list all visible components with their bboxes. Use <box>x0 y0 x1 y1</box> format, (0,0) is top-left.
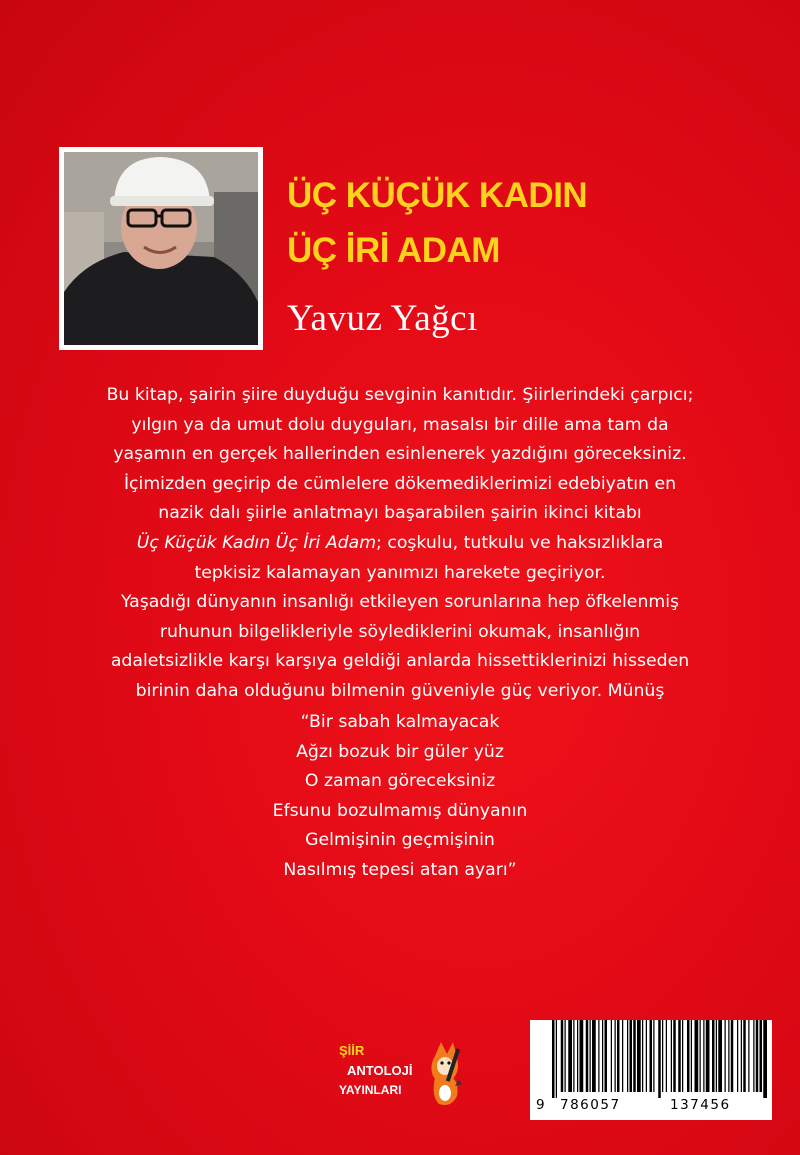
barcode-bar <box>630 1020 633 1092</box>
barcode-digits <box>530 1097 772 1117</box>
barcode-group-2: 137456 <box>670 1097 731 1113</box>
barcode-bar <box>716 1020 717 1092</box>
barcode-bar <box>712 1020 715 1092</box>
blurb-line-rest: ; coşkulu, tutkulu ve haksızlıklara <box>376 532 664 553</box>
barcode-bar <box>573 1020 574 1092</box>
barcode-bar <box>753 1020 754 1092</box>
publisher-logo <box>335 1038 465 1108</box>
barcode-bar <box>763 1020 767 1098</box>
poem-line: Gelmişinin geçmişinin <box>305 830 495 851</box>
barcode-bar <box>605 1020 608 1092</box>
barcode-bar <box>671 1020 672 1092</box>
barcode-bar <box>687 1020 690 1092</box>
blurb-line: İçimizden geçirip de cümlelere dökemediklerimizi edebiyatın en <box>123 473 677 494</box>
barcode-bar <box>700 1020 701 1092</box>
blurb-line: nazik dalı şiirle anlatmayı başarabilen şairin ikinci kitabı <box>158 503 642 524</box>
poem-line: O zaman göreceksiniz <box>304 771 496 792</box>
barcode-bars <box>530 1020 772 1098</box>
barcode-bar <box>653 1020 654 1092</box>
barcode-bar <box>682 1020 683 1092</box>
barcode-bar <box>556 1020 557 1098</box>
barcode-bar <box>743 1020 746 1092</box>
blurb-line: birinin daha olduğunu bilmenin güveniyle güç veriyor. Münüş <box>135 680 665 701</box>
barcode-bar <box>598 1020 599 1092</box>
barcode-bar <box>611 1020 612 1092</box>
fox-mascot-icon <box>431 1042 462 1105</box>
barcode-bar <box>561 1020 564 1092</box>
barcode-bar <box>642 1020 643 1092</box>
barcode-bar <box>756 1020 759 1092</box>
barcode-bar <box>678 1020 681 1092</box>
barcode-bar <box>706 1020 710 1092</box>
book-title <box>287 168 587 278</box>
blurb-line: adaletsizlikle karşı karşıya geldiği anlarda hissettiklerinizi hisseden <box>110 651 690 672</box>
blurb-line <box>62 529 738 559</box>
poem-line: Nasılmış tepesi atan ayarı” <box>283 859 517 880</box>
barcode-bar <box>728 1020 729 1092</box>
poem-excerpt <box>200 708 600 886</box>
barcode-bar <box>646 1020 647 1092</box>
barcode-bar <box>580 1020 584 1092</box>
author-name: Yavuz Yağcı <box>287 298 478 339</box>
poem-line: Ağzı bozuk bir güler yüz <box>296 741 504 762</box>
barcode-bar <box>552 1020 555 1098</box>
barcode-bar <box>627 1020 628 1092</box>
barcode-bar <box>592 1020 596 1092</box>
barcode-bar <box>565 1020 566 1092</box>
author-photo-frame <box>59 147 263 350</box>
barcode-first-digit: 9 <box>536 1097 545 1113</box>
barcode <box>530 1020 772 1120</box>
barcode-bar <box>662 1020 663 1092</box>
barcode-bar <box>748 1020 749 1092</box>
barcode-bar <box>731 1020 734 1092</box>
blurb-line: tepkisiz kalamayan yanımızı harekete geçiriyor. <box>194 562 606 583</box>
barcode-bar <box>637 1020 641 1092</box>
barcode-bar <box>615 1020 616 1092</box>
blurb-line: Yaşadığı dünyanın insanlığı etkileyen sorunlarına hep öfkelenmiş <box>120 592 680 613</box>
barcode-bar <box>673 1020 676 1092</box>
blurb-line: Bu kitap, şairin şiire duyduğu sevginin kanıtıdır. Şiirlerindeki çarpıcı; <box>106 385 694 405</box>
blurb-line: yaşamın en gerçek hallerinden esinlenerek yazdığını göreceksiniz. <box>113 444 687 465</box>
publisher-line-1: ŞİİR <box>339 1043 365 1058</box>
barcode-bar <box>691 1020 692 1092</box>
poem-line: Efsunu bozulmamış dünyanın <box>272 800 528 821</box>
publisher-line-3: YAYINLARI <box>339 1083 402 1097</box>
barcode-bar <box>666 1020 667 1092</box>
barcode-bar <box>602 1020 603 1092</box>
title-line-1: ÜÇ KÜÇÜK KADIN <box>287 176 588 215</box>
blurb-line: yılgın ya da umut dolu duyguları, masalsı bir dille ama tam da <box>131 414 669 435</box>
publisher-line-2: ANTOLOJİ <box>347 1063 413 1078</box>
barcode-bar <box>590 1020 591 1092</box>
barcode-bar <box>633 1020 636 1092</box>
barcode-bar <box>658 1020 661 1098</box>
barcode-bar <box>703 1020 704 1092</box>
barcode-bar <box>577 1020 578 1092</box>
barcode-bar <box>760 1020 763 1092</box>
barcode-bar <box>718 1020 722 1092</box>
barcode-bar <box>725 1020 726 1092</box>
barcode-group-1: 786057 <box>560 1097 621 1113</box>
barcode-bar <box>586 1020 589 1092</box>
blurb-line: ruhunun bilgelikleriyle söylediklerini okumak, insanlığın <box>159 621 641 642</box>
title-line-2: ÜÇ İRİ ADAM <box>287 231 500 270</box>
barcode-bar <box>622 1020 623 1092</box>
barcode-bar <box>695 1020 699 1092</box>
barcode-bar <box>650 1020 653 1092</box>
poem-line: “Bir sabah kalmayacak <box>300 712 500 732</box>
blurb-text <box>62 381 738 707</box>
barcode-bar <box>737 1020 738 1092</box>
book-title-italic: Üç Küçük Kadın Üç İri Adam <box>136 532 377 553</box>
author-photo <box>64 152 258 345</box>
barcode-bar <box>568 1020 572 1092</box>
barcode-bar <box>617 1020 620 1092</box>
barcode-bar <box>741 1020 742 1092</box>
